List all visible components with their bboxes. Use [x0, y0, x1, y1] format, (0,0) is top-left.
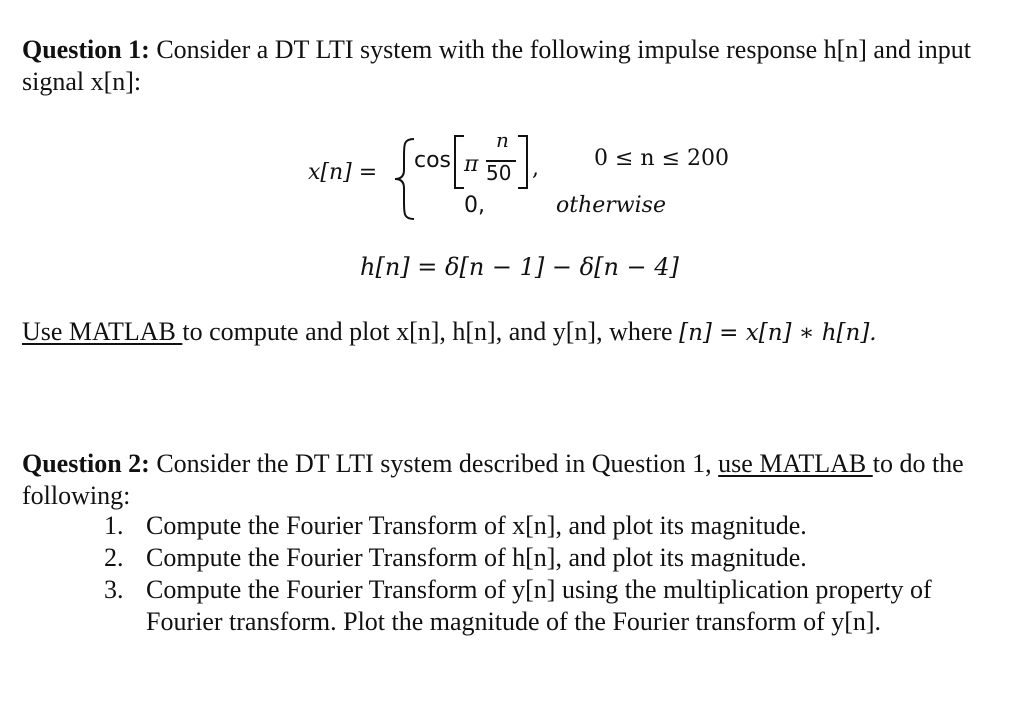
instruction-text: to compute and plot x[n], h[n], and y[n], where — [182, 317, 680, 346]
list-item — [104, 574, 1014, 638]
equation-x-comma: , — [532, 156, 539, 181]
question-2-text-before: Consider the DT LTI system described in Question 1, — [149, 449, 719, 478]
list-item-text: Compute the Fourier Transform of h[n], and plot its magnitude. — [146, 543, 807, 572]
question-2-matlab-link: use MATLAB — [718, 449, 873, 478]
question-1-paragraph — [22, 34, 1012, 98]
right-bracket-icon — [516, 134, 530, 190]
list-item-text: Compute the Fourier Transform of y[n] using the multiplication property of Fourier transform. Plot the magnitude of the Fourier transform of y[n]. — [146, 575, 932, 636]
list-item-number: 2. — [104, 543, 124, 572]
equation-x-lhs: x[n] = — [308, 160, 378, 185]
question-1-text: Consider a DT LTI system with the following impulse response h[n] and input signal x[n]: — [22, 35, 971, 96]
equation-x-cos: cos — [414, 148, 452, 173]
question-2-paragraph — [22, 448, 1012, 512]
instruction-math: [n] = x[n] ∗ h[n]. — [679, 320, 877, 346]
question-1-instruction — [22, 316, 1012, 349]
list-item-text: Compute the Fourier Transform of x[n], and plot its magnitude. — [146, 511, 807, 540]
list-item-number: 1. — [104, 511, 124, 540]
equation-x-condition-2: otherwise — [556, 193, 666, 218]
equation-h: h[n] = δ[n − 1] − δ[n − 4] — [360, 253, 679, 281]
question-2-list — [104, 510, 1014, 638]
list-item — [104, 510, 1014, 542]
equation-x-zero: 0, — [464, 193, 485, 218]
equation-x-denominator: 50 — [486, 161, 512, 185]
question-2-text-after: to do the following: — [22, 449, 964, 510]
equation-x-condition-1: 0 ≤ n ≤ 200 — [594, 146, 729, 171]
question-1-label: Question 1: — [22, 35, 150, 64]
equation-x-pi: π — [464, 152, 479, 177]
list-item-number: 3. — [104, 575, 124, 604]
question-2-label: Question 2: — [22, 449, 150, 478]
use-matlab-link: Use MATLAB — [22, 317, 183, 346]
list-item — [104, 542, 1014, 574]
equation-x-numerator: n — [496, 128, 509, 152]
